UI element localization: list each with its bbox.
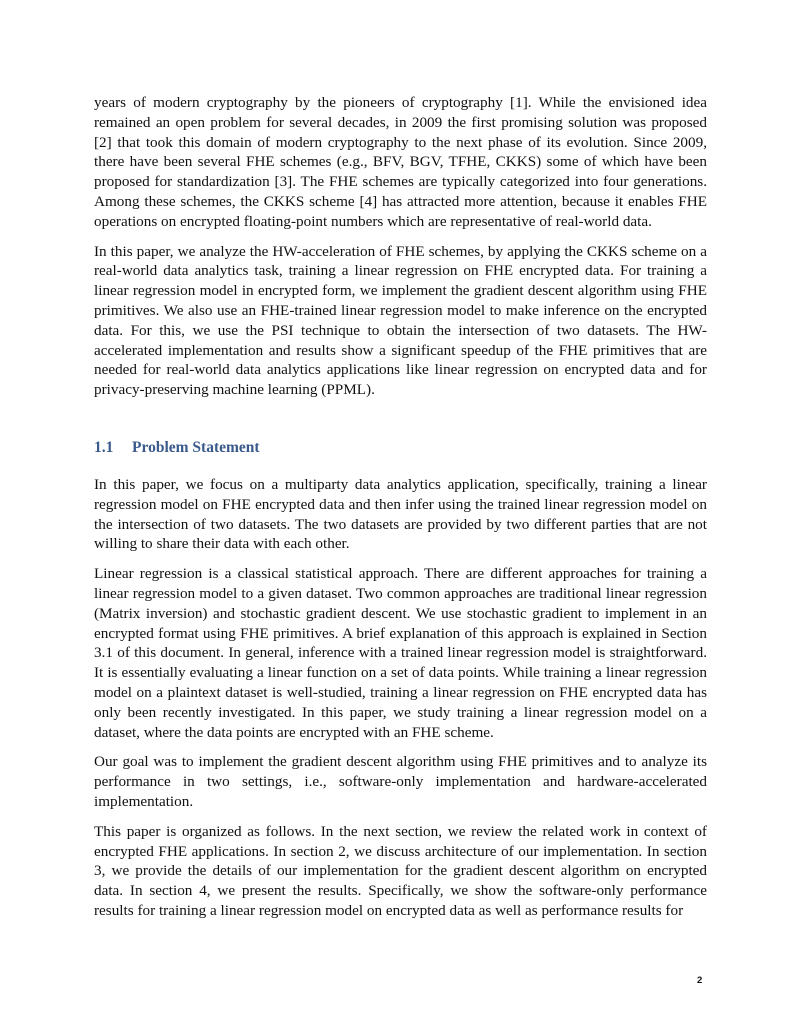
section-heading xyxy=(94,438,707,458)
document-page xyxy=(94,93,707,931)
section-paragraph-4: This paper is organized as follows. In the next section, we review the related work in context of encrypted FHE applications. In section 2, we discuss architecture of our implementation. In section 3, we provide the details of our implementation for the gradient descent algorithm on encrypted data. In section 4, we present the results. Specifically, we show the software-only performance results for training a linear regression model on encrypted data as well as performance results for xyxy=(94,822,707,919)
section-title: Problem Statement xyxy=(132,438,260,456)
section-paragraph-2: Linear regression is a classical statistical approach. There are different approaches for training a linear regression model to a given dataset. Two common approaches are traditional linear regression (Matrix inversion) and stochastic gradient descent. We use stochastic gradient to implement in an encrypted format using FHE primitives. A brief explanation of this approach is explained in Section 3.1 of this document. In general, inference with a trained linear regression model is straightforward. It is essentially evaluating a linear function on a set of data points. While training a linear regression model on a plaintext dataset is well-studied, training a linear regression on FHE encrypted data has only been recently investigated. In this paper, we study training a linear regression model on a dataset, where the data points are encrypted with an FHE scheme. xyxy=(94,565,707,741)
section-paragraph-1: In this paper, we focus on a multiparty data analytics application, specifically, training a linear regression model on FHE encrypted data and then infer using the trained linear regression model on the intersection of two datasets. The two datasets are provided by two different parties that are not willing to share their data with each other. xyxy=(94,475,707,553)
intro-paragraph-1: years of modern cryptography by the pioneers of cryptography [1]. While the envisioned idea remained an open problem for several decades, in 2009 the first promising solution was proposed [2] that took this domain of modern cryptography to the next phase of its evolution. Since 2009, there have been several FHE schemes (e.g., BFV, BGV, TFHE, CKKS) some of which have been proposed for standardization [3]. The FHE schemes are typically categorized into four generations. Among these schemes, the CKKS scheme [4] has attracted more attention, because it enables FHE operations on encrypted floating-point numbers which are representative of real-world data. xyxy=(94,94,707,230)
section-number: 1.1 xyxy=(94,438,114,456)
page-number: 2 xyxy=(697,975,703,986)
section-paragraph-3: Our goal was to implement the gradient descent algorithm using FHE primitives and to analyze its performance in two settings, i.e., software-only implementation and hardware-accelerated implementation. xyxy=(94,753,707,810)
intro-paragraph-2: In this paper, we analyze the HW-acceleration of FHE schemes, by applying the CKKS scheme on a real-world data analytics task, training a linear regression on FHE encrypted data. For training a linear regression model in encrypted form, we implement the gradient descent algorithm using FHE primitives. We also use an FHE-trained linear regression model to make inference on the encrypted data. For this, we use the PSI technique to obtain the intersection of two datasets. The HW-accelerated implementation and results show a significant speedup of the FHE primitives that are needed for real-world data analytics applications like linear regression on encrypted data and for privacy-preserving machine learning (PPML). xyxy=(94,242,707,399)
